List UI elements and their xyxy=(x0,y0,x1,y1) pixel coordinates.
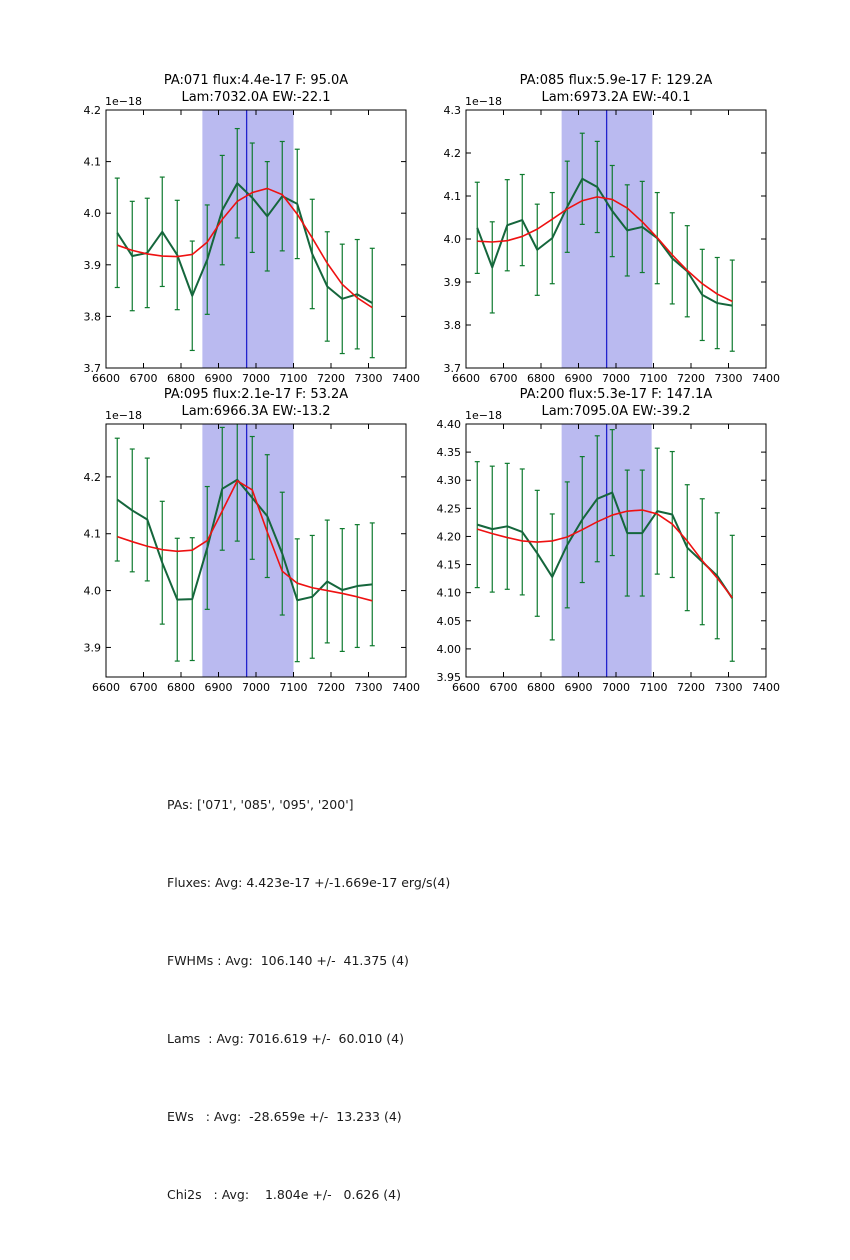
svg-text:4.2: 4.2 xyxy=(83,104,101,117)
subplot-pa071-title-line2: Lam:7032.0A EW:-22.1 xyxy=(181,90,331,105)
svg-text:7200: 7200 xyxy=(677,372,705,385)
svg-text:3.95: 3.95 xyxy=(436,671,461,684)
svg-text:6900: 6900 xyxy=(564,372,593,385)
svg-text:6700: 6700 xyxy=(489,372,518,385)
y-offset-label: 1e−18 xyxy=(465,95,502,108)
summary-pas: PAs: ['071', '085', '095', '200'] xyxy=(167,797,354,812)
svg-text:7200: 7200 xyxy=(677,681,705,694)
subplot-pa071-title-line1: PA:071 flux:4.4e-17 F: 95.0A xyxy=(163,73,349,88)
svg-text:7400: 7400 xyxy=(752,681,780,694)
svg-text:6600: 6600 xyxy=(452,681,480,694)
svg-text:7100: 7100 xyxy=(279,681,308,694)
summary-fluxes: Fluxes: Avg: 4.423e-17 +/-1.669e-17 erg/s(4) xyxy=(167,875,451,890)
svg-text:4.05: 4.05 xyxy=(436,614,461,628)
svg-text:6800: 6800 xyxy=(527,681,555,694)
svg-text:6800: 6800 xyxy=(167,681,195,694)
subplot-pa071-title xyxy=(106,72,406,106)
svg-text:3.8: 3.8 xyxy=(443,319,461,332)
svg-text:4.0: 4.0 xyxy=(83,584,101,598)
svg-text:4.1: 4.1 xyxy=(443,190,461,203)
svg-text:7100: 7100 xyxy=(279,372,308,385)
subplot-pa200-title xyxy=(466,386,766,420)
summary-block xyxy=(167,740,450,1260)
svg-text:7300: 7300 xyxy=(354,681,383,694)
svg-text:7300: 7300 xyxy=(714,681,743,694)
svg-text:3.9: 3.9 xyxy=(83,641,101,655)
svg-text:6700: 6700 xyxy=(489,681,518,694)
svg-text:6700: 6700 xyxy=(129,681,158,694)
svg-text:7100: 7100 xyxy=(639,372,668,385)
svg-text:6900: 6900 xyxy=(204,372,233,385)
y-offset-label: 1e−18 xyxy=(105,409,142,422)
subplot-pa200-title-line1: PA:200 flux:5.3e-17 F: 147.1A xyxy=(519,387,713,402)
svg-text:6600: 6600 xyxy=(92,681,120,694)
svg-text:3.9: 3.9 xyxy=(83,258,101,272)
svg-text:4.3: 4.3 xyxy=(443,104,461,117)
svg-text:4.10: 4.10 xyxy=(436,586,461,600)
subplot-pa095-title-line1: PA:095 flux:2.1e-17 F: 53.2A xyxy=(163,387,349,402)
svg-text:4.2: 4.2 xyxy=(443,147,461,160)
svg-text:4.20: 4.20 xyxy=(436,530,461,544)
svg-text:7400: 7400 xyxy=(392,372,420,385)
svg-text:6800: 6800 xyxy=(527,372,555,385)
svg-text:4.0: 4.0 xyxy=(443,233,461,246)
subplot-pa085-title-line2: Lam:6973.2A EW:-40.1 xyxy=(541,90,691,105)
svg-text:4.35: 4.35 xyxy=(436,446,461,460)
svg-text:6600: 6600 xyxy=(452,372,480,385)
svg-text:7100: 7100 xyxy=(639,681,668,694)
svg-text:7300: 7300 xyxy=(714,372,743,385)
svg-text:3.8: 3.8 xyxy=(83,310,101,324)
svg-text:6800: 6800 xyxy=(167,372,195,385)
svg-text:7300: 7300 xyxy=(354,372,383,385)
svg-text:4.1: 4.1 xyxy=(83,155,101,169)
svg-text:7200: 7200 xyxy=(317,681,345,694)
svg-text:4.15: 4.15 xyxy=(436,558,461,572)
subplot-pa085-title xyxy=(466,72,766,106)
subplot-pa095-title-line2: Lam:6966.3A EW:-13.2 xyxy=(181,404,331,419)
summary-lams: Lams : Avg: 7016.619 +/- 60.010 (4) xyxy=(167,1031,404,1046)
summary-ews: EWs : Avg: -28.659e +/- 13.233 (4) xyxy=(167,1109,402,1124)
svg-text:7400: 7400 xyxy=(392,681,420,694)
y-offset-label: 1e−18 xyxy=(465,409,502,422)
svg-text:7000: 7000 xyxy=(242,681,270,694)
subplot-pa085-title-line1: PA:085 flux:5.9e-17 F: 129.2A xyxy=(519,73,713,88)
svg-text:7200: 7200 xyxy=(317,372,345,385)
svg-text:4.1: 4.1 xyxy=(83,527,101,541)
subplot-pa095-title xyxy=(106,386,406,420)
y-offset-label: 1e−18 xyxy=(105,95,142,108)
svg-text:4.2: 4.2 xyxy=(83,470,101,484)
svg-text:4.40: 4.40 xyxy=(436,418,461,431)
subplot-pa200-title-line2: Lam:7095.0A EW:-39.2 xyxy=(541,404,691,419)
svg-text:6900: 6900 xyxy=(204,681,233,694)
svg-text:3.7: 3.7 xyxy=(83,362,101,375)
svg-text:4.25: 4.25 xyxy=(436,502,461,516)
svg-text:6600: 6600 xyxy=(92,372,120,385)
svg-text:3.7: 3.7 xyxy=(443,362,461,375)
summary-fwhms: FWHMs : Avg: 106.140 +/- 41.375 (4) xyxy=(167,953,409,968)
summary-chi2s: Chi2s : Avg: 1.804e +/- 0.626 (4) xyxy=(167,1187,401,1202)
svg-text:4.0: 4.0 xyxy=(83,207,101,221)
svg-text:3.9: 3.9 xyxy=(443,276,461,289)
svg-text:4.00: 4.00 xyxy=(436,642,461,656)
svg-text:6900: 6900 xyxy=(564,681,593,694)
svg-text:7000: 7000 xyxy=(602,372,630,385)
svg-text:7400: 7400 xyxy=(752,372,780,385)
svg-text:7000: 7000 xyxy=(242,372,270,385)
svg-text:7000: 7000 xyxy=(602,681,630,694)
svg-text:4.30: 4.30 xyxy=(436,474,461,488)
svg-text:6700: 6700 xyxy=(129,372,158,385)
